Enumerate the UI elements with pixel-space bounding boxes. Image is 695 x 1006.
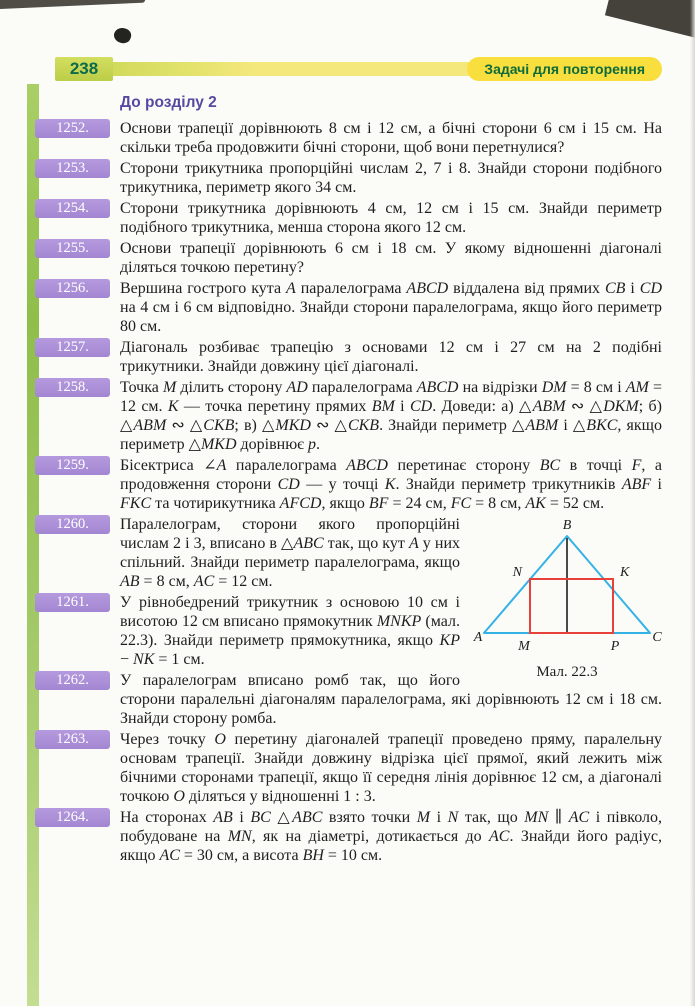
problem-1261 (56, 593, 662, 669)
problem-number-badge: 1253. (35, 159, 110, 178)
scan-shadow-top-left (0, 0, 145, 9)
figure-caption: Мал. 22.3 (536, 664, 598, 680)
problem-1258 (56, 378, 663, 454)
problem-number-badge: 1257. (35, 338, 110, 357)
problem-1264 (56, 808, 662, 865)
label-C: C (652, 630, 662, 645)
problem-number-badge: 1252. (35, 119, 110, 138)
problem-1263 (56, 730, 662, 806)
label-B: B (562, 518, 572, 533)
label-M: M (518, 639, 530, 654)
problem-text: Основи трапеції дорівнюють 8 см і 12 см, а бічні сторони 6 см і 15 см. На скільки треба продовжити бічні сторони, щоб вони перетнулися? (120, 120, 662, 156)
left-margin-strip (27, 84, 39, 1006)
problem-text: На сторонах AB і BC △ABC взято точки M і N так, що MN ∥ AC і півколо, побудоване на MN, як на діаметрі, дотикається до AC. Знайди його радіус, якщо AC = 30 см, а висота BH = 10 см. (120, 809, 662, 864)
label-P: P (610, 639, 620, 654)
problems-column (56, 94, 663, 867)
problem-number-badge: 1259. (35, 456, 110, 475)
problem-text: Сторони трикутника дорівнюють 4 см, 12 см і 15 см. Знайди периметр подібного трикутника, менша сторона якого 12 см. (120, 200, 662, 236)
problem-text: У паралелограм вписано ромб так, що його сторони паралельні діагоналям паралелограма, які дорівнюють 12 см і 18 см. Знайди сторону ромба. (120, 672, 662, 727)
page-edge-shadow (690, 0, 695, 1006)
problem-number-badge: 1263. (35, 730, 110, 749)
problem-text: Паралелограм, сторони якого пропорційні числам 2 і 3, вписано в △ABC так, що кут A у них спільний. Знайди периметр паралелограма, якщо AB = 8 см, AC = 12 см. (120, 516, 461, 590)
problem-number-badge: 1264. (35, 808, 110, 827)
problem-number-badge: 1260. (35, 515, 110, 534)
problem-1254 (56, 199, 662, 237)
problem-1262 (56, 671, 662, 728)
problem-1256 (56, 279, 662, 336)
problem-text: Сторони трикутника пропорційні числам 2, 7 і 8. Знайди сторони подібного трикутника, периметр якого 34 см. (120, 160, 662, 196)
problem-text: Бісектриса ∠A паралелограма ABCD перетинає сторону BC в точці F, а продовження сторони CD — у точці K. Знайди периметр трикутників ABF і FKC та чотирикутника AFCD, якщо BF = 24 см, FC = 8 см, AK = 52 см. (120, 457, 662, 512)
label-A: A (473, 630, 483, 645)
section-heading: До розділу 2 (120, 94, 217, 111)
problem-text: Діагональ розбиває трапецію з основами 12 см і 27 см на 2 подібні трикутники. Знайди довжину цієї діагоналі. (120, 339, 662, 375)
problem-number-badge: 1255. (35, 239, 110, 258)
page-number: 238 (55, 57, 113, 81)
problem-number-badge: 1256. (35, 279, 110, 298)
problem-text: Через точку O перетину діагоналей трапеції проведено пряму, паралельну основам трапеції. Знайди довжину відрізка цієї прямої, який лежить між бічними сторонами трапеції, якщо її середня лінія дорівнює 12 см, а діагоналі точкою O діляться у відношенні 1 : 3. (120, 731, 662, 805)
problem-1255 (56, 239, 662, 277)
problem-1253 (56, 159, 662, 197)
scan-dark-spot (112, 26, 133, 46)
page-header (55, 57, 662, 81)
label-K: K (620, 565, 630, 580)
problem-1257 (56, 338, 662, 376)
problem-number-badge: 1261. (35, 593, 110, 612)
header-title-pill: Задачі для повторення (467, 57, 662, 81)
problem-text: Вершина гострого кута A паралелограма ABCD віддалена від прямих CB і CD на 4 см і 6 см відповідно. Знайди сторони паралелограма, якщо його периметр 80 см. (120, 280, 662, 335)
problem-1252 (56, 119, 662, 157)
problem-text: У рівнобедрений трикутник з основою 10 см і висотою 12 см вписано прямокутник MNKP (мал. 22.3). Знайди периметр прямокутника, якщо KP − NK = 1 см. (120, 594, 460, 668)
problem-number-badge: 1254. (35, 199, 110, 218)
problem-1259 (56, 456, 662, 513)
problem-text: Точка M ділить сторону AD паралелограма ABCD на відрізки DM = 8 см і AM = 12 см. K — точка перетину прямих BM і CD. Доведи: а) △ABM ∾ △DKM; б) △ABM ∾ △CKB; в) △MKD ∾ △CKB. Знайди периметр △ABM і △BKC, якщо периметр △MKD дорівнює p. (120, 379, 663, 453)
scan-shadow-top-right (605, 0, 695, 39)
problem-number-badge: 1258. (35, 378, 110, 397)
problem-text: Основи трапеції дорівнюють 6 см і 18 см. У якому відношенні діагоналі діляться точкою перетину? (120, 240, 662, 276)
label-N: N (512, 565, 522, 580)
problem-number-badge: 1262. (35, 671, 110, 690)
